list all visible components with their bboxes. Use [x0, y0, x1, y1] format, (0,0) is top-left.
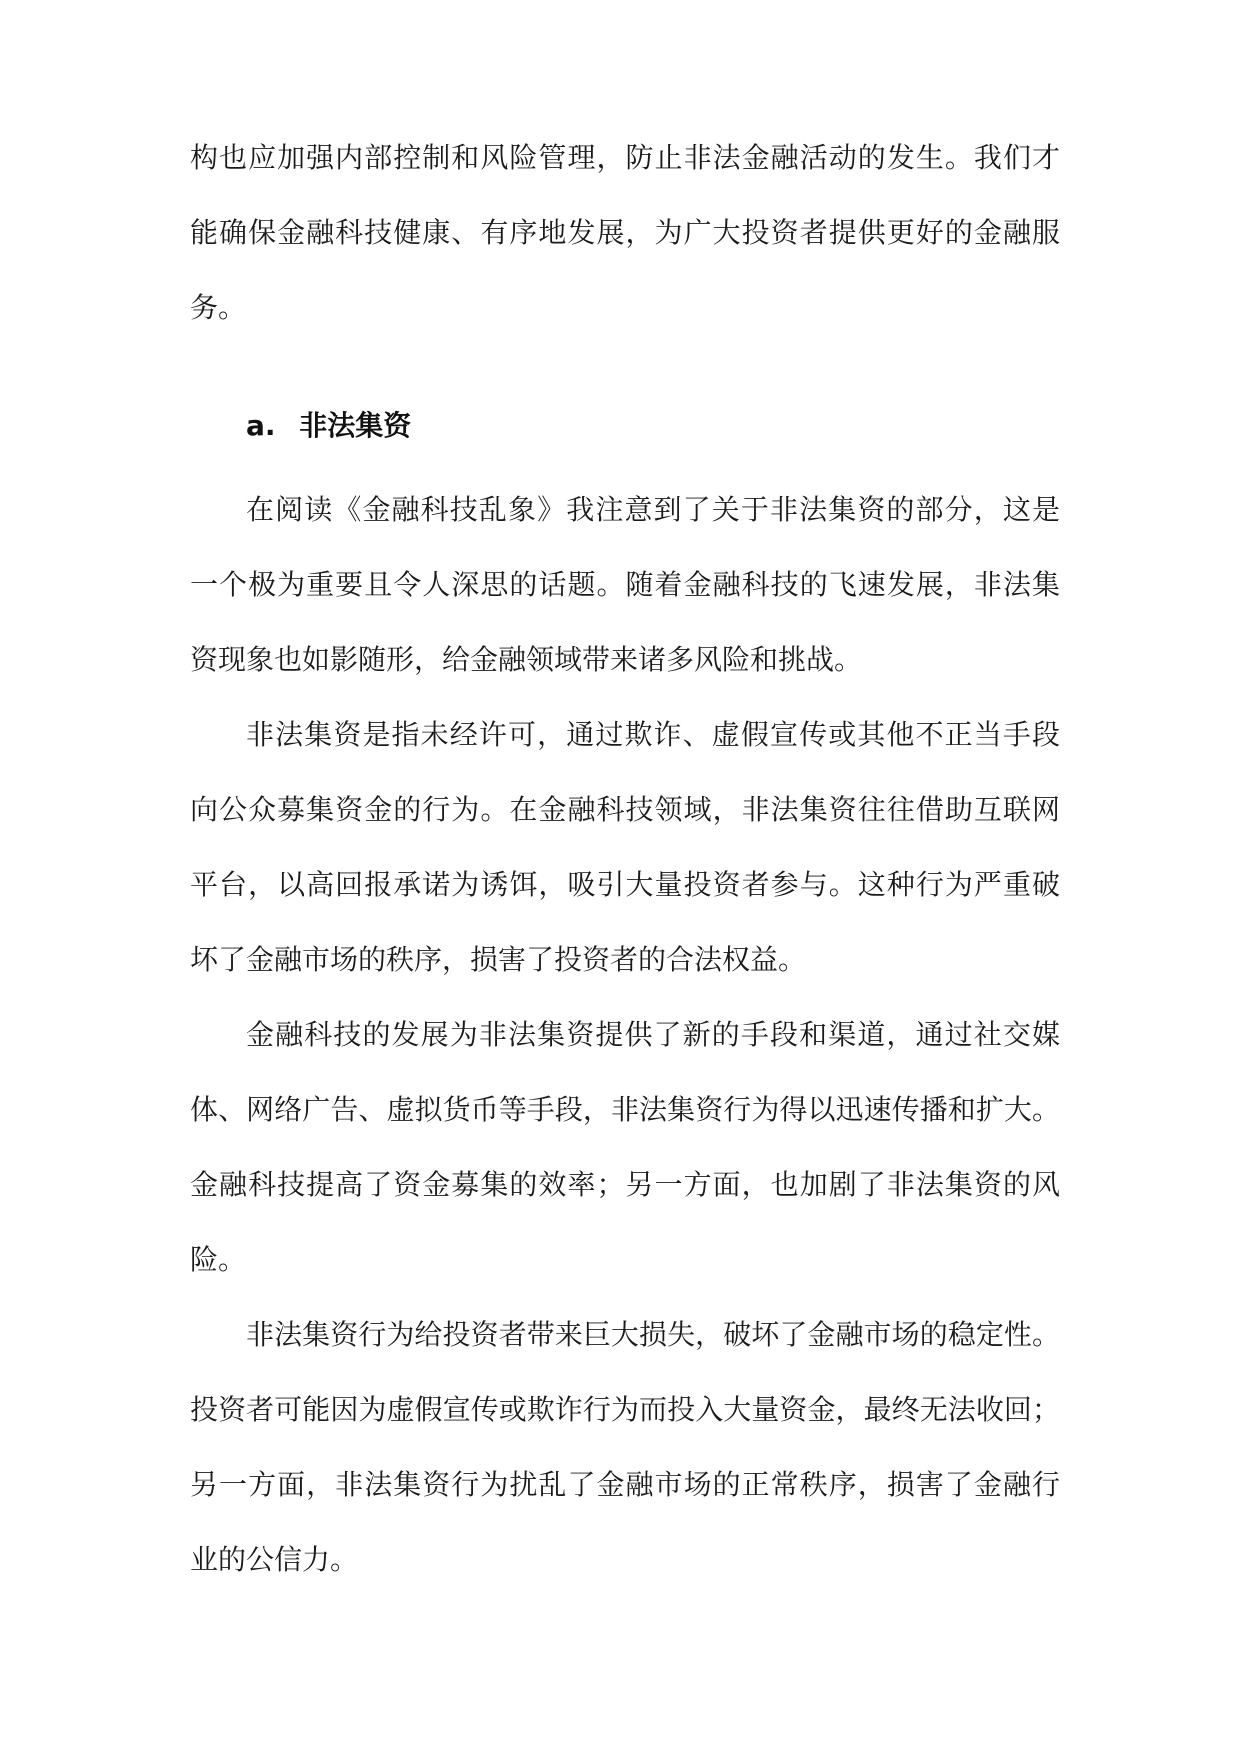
intro-paragraph [190, 120, 1060, 345]
paragraph-line: 体、网络广告、虚拟货币等手段，非法集资行为得以迅速传播和扩大。 [190, 1093, 1060, 1126]
paragraph-line: 险。 [190, 1243, 247, 1276]
paragraph-line: 金融科技的发展为非法集资提供了新的手段和渠道，通过社交媒 [246, 1018, 1060, 1051]
paragraph-line: 坏了金融市场的秩序，损害了投资者的合法权益。 [190, 943, 807, 976]
paragraph-line: 另一方面，非法集资行为扰乱了金融市场的正常秩序，损害了金融行 [190, 1468, 1060, 1501]
paragraph-line: 向公众募集资金的行为。在金融科技领域，非法集资往往借助互联网 [190, 793, 1060, 826]
section-heading-marker: a. [246, 409, 276, 442]
paragraph-line: 构也应加强内部控制和风险管理，防止非法金融活动的发生。我们才 [190, 141, 1060, 174]
section-heading [246, 404, 411, 444]
paragraph-line: 投资者可能因为虚假宣传或欺诈行为而投入大量资金，最终无法收回； [190, 1393, 1060, 1426]
section-heading-title: 非法集资 [299, 409, 412, 442]
paragraph-line: 能确保金融科技健康、有序地发展，为广大投资者提供更好的金融服 [190, 216, 1060, 249]
paragraph-line: 金融科技提高了资金募集的效率；另一方面，也加剧了非法集资的风 [190, 1168, 1060, 1201]
paragraph-3 [190, 997, 1060, 1297]
paragraph-2 [190, 697, 1060, 997]
paragraph-line: 务。 [190, 291, 247, 324]
paragraph-line: 业的公信力。 [190, 1543, 359, 1576]
paragraph-1 [190, 472, 1060, 697]
paragraph-line: 非法集资是指未经许可，通过欺诈、虚假宣传或其他不正当手段 [246, 718, 1060, 751]
paragraph-line: 平台，以高回报承诺为诱饵，吸引大量投资者参与。这种行为严重破 [190, 868, 1060, 901]
paragraph-line: 资现象也如影随形，给金融领域带来诸多风险和挑战。 [190, 643, 863, 676]
paragraph-line: 一个极为重要且令人深思的话题。随着金融科技的飞速发展，非法集 [190, 568, 1060, 601]
paragraph-line: 非法集资行为给投资者带来巨大损失，破坏了金融市场的稳定性。 [246, 1318, 1060, 1351]
paragraph-line: 在阅读《金融科技乱象》我注意到了关于非法集资的部分，这是 [246, 493, 1060, 526]
paragraph-4 [190, 1297, 1060, 1597]
